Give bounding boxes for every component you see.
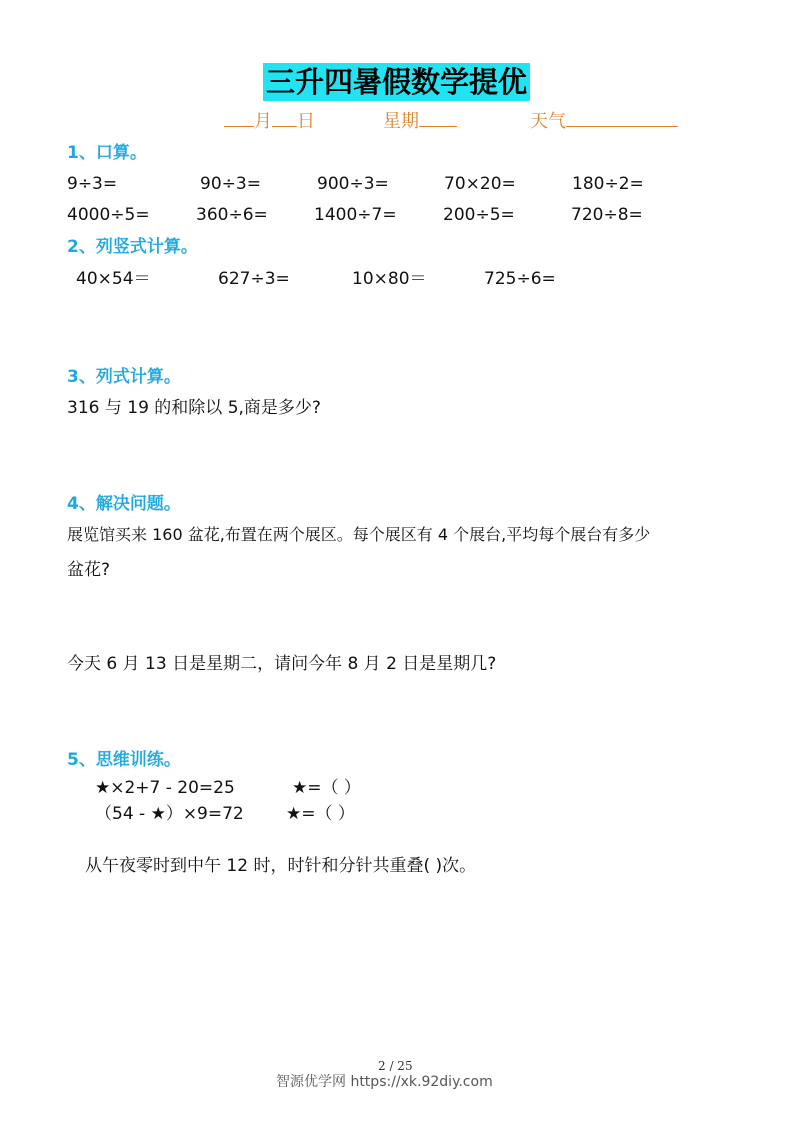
oral-calc-item: 9÷3=: [67, 174, 118, 194]
page-number: 2 / 25: [378, 1059, 413, 1073]
section-1-heading: 1、口算。: [67, 143, 147, 163]
date-month-day: 月 日: [224, 108, 315, 134]
date-week: 星期: [383, 108, 457, 134]
oral-calc-item: 4000÷5=: [67, 205, 150, 225]
oral-calc-item: 70×20=: [444, 174, 516, 194]
question-text: 盆花?: [67, 560, 111, 580]
footer-site: 智源优学网 https://xk.92diy.com: [276, 1074, 493, 1090]
page-title: 三升四暑假数学提优: [263, 63, 530, 101]
oral-calc-item: 180÷2=: [572, 174, 644, 194]
question-text: 今天 6 月 13 日是星期二，请问今年 8 月 2 日是星期几?: [67, 654, 497, 674]
answer-blank: ★=（ ）: [292, 778, 361, 798]
section-2-heading: 2、列竖式计算。: [67, 237, 198, 257]
equation-text: （54 - ★）×9=72: [95, 804, 244, 824]
oral-calc-item: 720÷8=: [571, 205, 643, 225]
question-text: 316 与 19 的和除以 5,商是多少?: [67, 398, 321, 418]
vertical-calc-item: 10×80＝: [352, 269, 427, 289]
oral-calc-item: 900÷3=: [317, 174, 389, 194]
answer-blank: ★=（ ）: [286, 804, 355, 824]
oral-calc-item: 1400÷7=: [314, 205, 397, 225]
section-4-heading: 4、解决问题。: [67, 494, 181, 514]
vertical-calc-item: 725÷6=: [484, 269, 556, 289]
vertical-calc-item: 627÷3=: [218, 269, 290, 289]
oral-calc-item: 200÷5=: [443, 205, 515, 225]
equation-text: ★×2+7 - 20=25: [95, 778, 235, 798]
question-text: 展览馆买来 160 盆花,布置在两个展区。每个展区有 4 个展台,平均每个展台有多少: [67, 525, 651, 544]
date-weather: 天气: [530, 108, 678, 134]
section-3-heading: 3、列式计算。: [67, 367, 181, 387]
question-text: 从午夜零时到中午 12 时，时针和分针共重叠( )次。: [85, 856, 477, 876]
vertical-calc-item: 40×54＝: [76, 269, 151, 289]
section-5-heading: 5、思维训练。: [67, 750, 181, 770]
oral-calc-item: 90÷3=: [200, 174, 261, 194]
oral-calc-item: 360÷6=: [196, 205, 268, 225]
